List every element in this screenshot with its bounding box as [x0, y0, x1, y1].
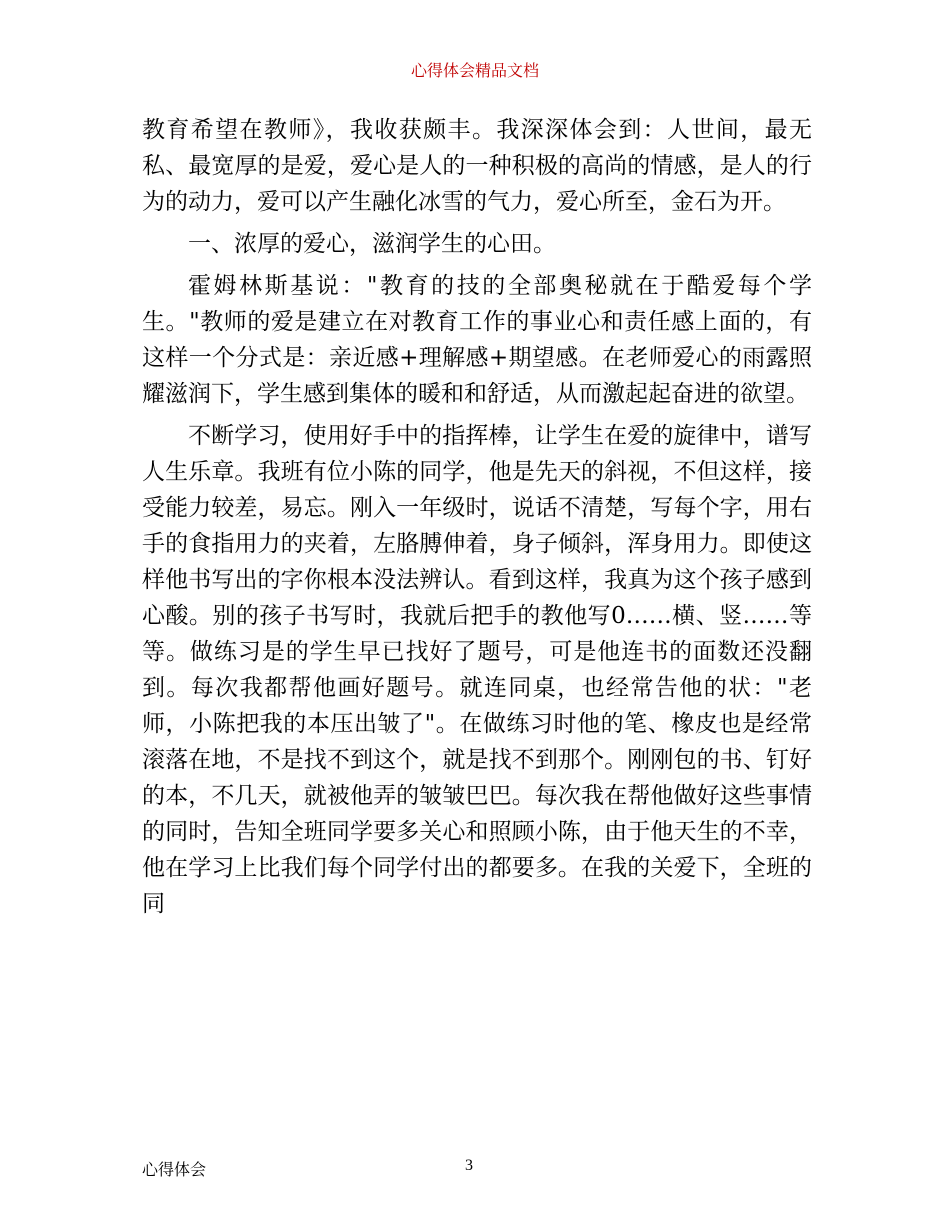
- page-number: 3: [465, 1157, 473, 1174]
- footer-label: 心得体会: [142, 1160, 207, 1179]
- paragraph: 霍姆林斯基说："教育的技的全部奥秘就在于酷爱每个学生。"教师的爱是建立在对教育工作的事业心和责任感上面的，有这样一个分式是：亲近感+理解感+期望感。在老师爱心的雨露照耀滋润下，学生感到集体的暖和和舒适，从而激起起奋进的欲望。: [142, 273, 812, 407]
- section-heading: 一、浓厚的爱心，滋润学生的心田。: [188, 231, 556, 257]
- paragraph: 不断学习，使用好手中的指挥棒，让学生在爱的旋律中，谱写人生乐章。我班有位小陈的同学，他是先天的斜视，不但这样，接受能力较差，易忘。刚入一年级时，说话不清楚，写每个字，用右手的食指用力的夹着，左胳膊伸着，身子倾斜，浑身用力。即使这样他书写出的字你根本没法辨认。看到这样，我真为这个孩子感到心酸。别的孩子书写时，我就后把手的教他写0……横、竖……等等。做练习是的学生早已找好了题号，可是他连书的面数还没翻到。每次我都帮他画好题号。就连同桌，也经常告他的状："老师，小陈把我的本压出皱了"。在做练习时他的笔、橡皮也是经常滚落在地，不是找不到这个，就是找不到那个。刚刚包的书、钉好的本，不几天，就被他弄的皱皱巴巴。每次我在帮他做好这些事情的同时，告知全班同学要多关心和照顾小陈，由于他天生的不幸，他在学习上比我们每个同学付出的都要多。在我的关爱下，全班的同: [142, 423, 812, 917]
- page-header: 心得体会精品文档: [410, 61, 539, 80]
- paragraph: 教育希望在教师》，我收获颇丰。我深深体会到：人世间，最无私、最宽厚的是爱，爱心是人的一种积极的高尚的情感，是人的行为的动力，爱可以产生融化冰雪的气力，爱心所至，金石为开。: [142, 117, 812, 215]
- document-body: [142, 112, 812, 928]
